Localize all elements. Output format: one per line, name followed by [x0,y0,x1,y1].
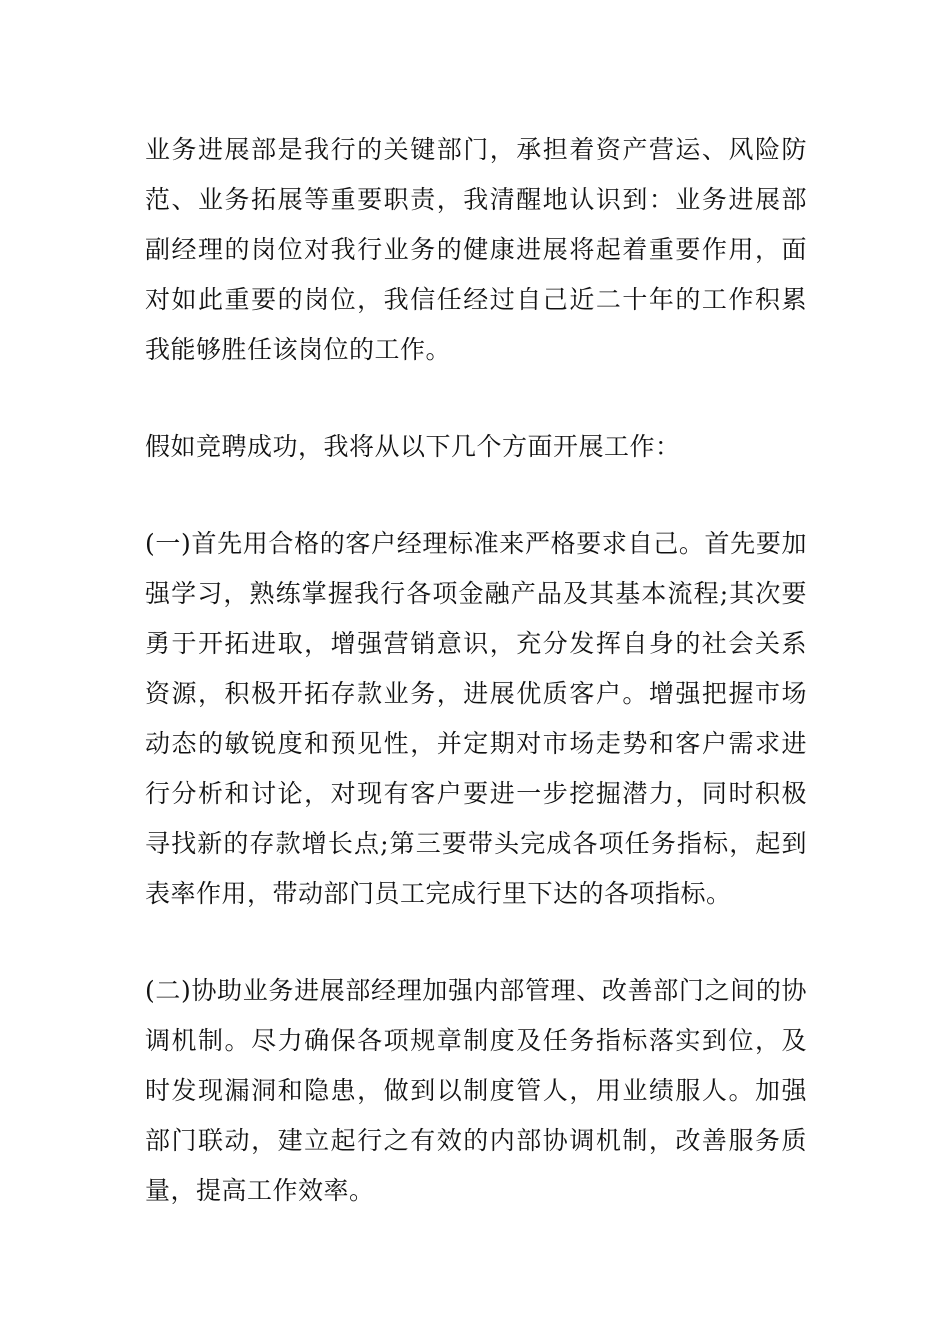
paragraph-point-one: (一)首先用合格的客户经理标准来严格要求自己。首先要加强学习，熟练掌握我行各项金融产品及其基本流程;其次要勇于开拓进取，增强营销意识，充分发挥自身的社会关系资源，积极开拓存款业务，进展优质客户。增强把握市场动态的敏锐度和预见性，并定期对市场走势和客户需求进行分析和讨论，对现有客户要进一步挖掘潜力，同时积极寻找新的存款增长点;第三要带头完成各项任务指标，起到表率作用，带动部门员工完成行里下达的各项指标。 [145,529,807,908]
document-body [145,125,807,1216]
paragraph-plan-intro: 假如竞聘成功，我将从以下几个方面开展工作： [145,432,681,461]
paragraph-point-two: (二)协助业务进展部经理加强内部管理、改善部门之间的协调机制。尽力确保各项规章制度及任务指标落实到位，及时发现漏洞和隐患，做到以制度管人，用业绩服人。加强部门联动，建立起行之有效的内部协调机制，改善服务质量，提高工作效率。 [145,976,807,1205]
paragraph-responsibilities: 业务进展部是我行的关键部门，承担着资产营运、风险防范、业务拓展等重要职责，我清醒地认识到：业务进展部副经理的岗位对我行业务的健康进展将起着重要作用，面对如此重要的岗位，我信任经过自己近二十年的工作积累我能够胜任该岗位的工作。 [145,135,807,364]
